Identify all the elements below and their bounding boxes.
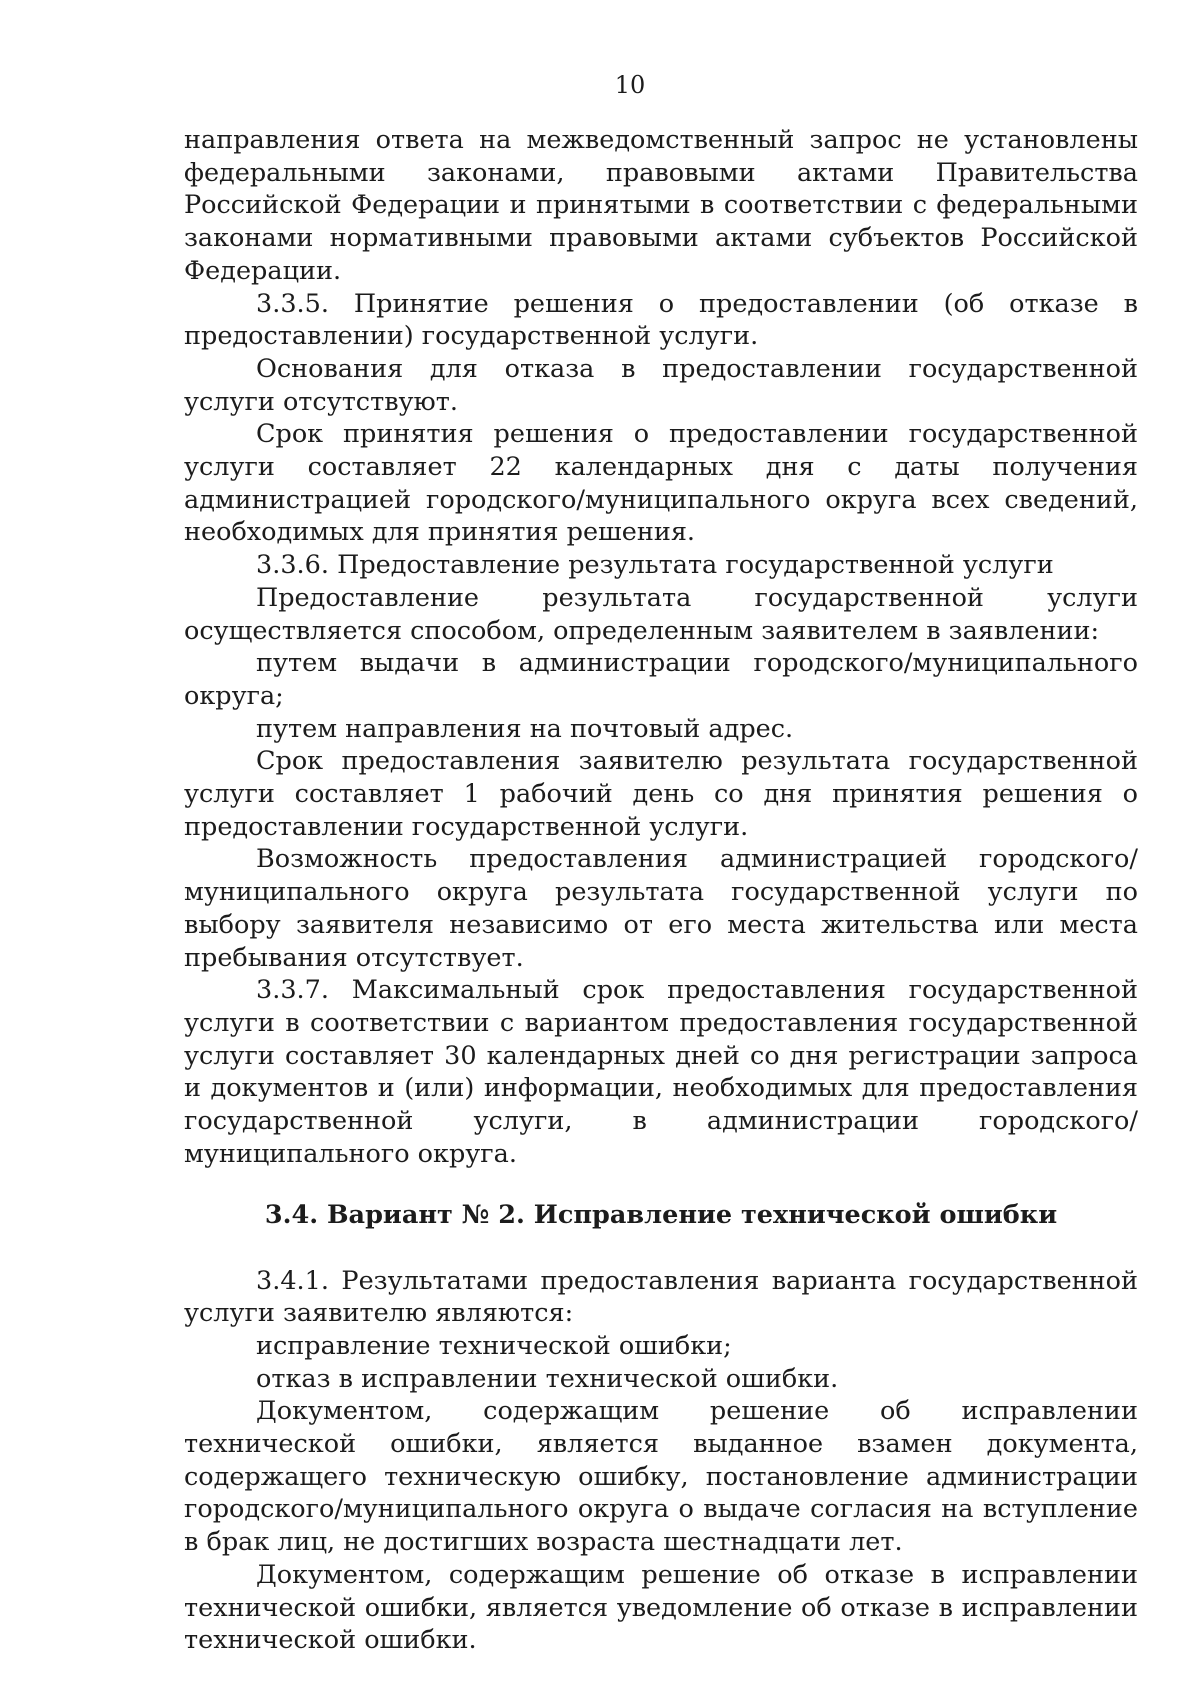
paragraph: Документом, содержащим решение об отказе в исправлении технической ошибки, является уведомление об отказе в исправлении технической ошибки. xyxy=(184,1559,1138,1656)
paragraph: Возможность предоставления администрацией городского/муниципального округа результата государственной услуги по выбору заявителя независимо от его места жительства или места пребывания отсутствует. xyxy=(184,844,1138,973)
list-item: исправление технической ошибки; xyxy=(256,1330,732,1361)
list-item: путем направления на почтовый адрес. xyxy=(256,713,794,744)
paragraph: Срок предоставления заявителю результата государственной услуги составляет 1 рабочий день со дня принятия решения о предоставлении государственной услуги. xyxy=(184,746,1138,842)
section-heading: 3.4. Вариант № 2. Исправление технической ошибки xyxy=(264,1199,1058,1230)
paragraph-3-3-7: 3.3.7. Максимальный срок предоставления государственной услуги в соответствии с вариантом предоставления государственной услуги составляет 30 календарных дней со дня регистрации запроса и документов и (или) информации, необходимых для предоставления государственной услуги, в администрации городского/муниципального округа. xyxy=(184,975,1138,1169)
paragraph: Основания для отказа в предоставлении государственной услуги отсутствуют. xyxy=(184,353,1138,417)
list-item: путем выдачи в администрации городского/муниципального округа; xyxy=(184,648,1138,711)
paragraph: направления ответа на межведомственный запрос не установлены федеральными законами, правовыми актами Правительства Российской Федерации и принятыми в соответствии с федеральными законами нормативными правовыми актами субъектов Российской Федерации. xyxy=(184,125,1138,286)
paragraph: Документом, содержащим решение об исправлении технической ошибки, является выданное взамен документа, содержащего техническую ошибку, постановление администрации городского/муниципального округа о выдаче согласия на вступление в брак лиц, не достигших возраста шестнадцати лет. xyxy=(184,1396,1138,1558)
page-number: 10 xyxy=(614,71,646,99)
paragraph-3-3-5: 3.3.5. Принятие решения о предоставлении (об отказе в предоставлении) государственной услуги. xyxy=(184,288,1138,352)
section-3-3-continuation xyxy=(184,124,1138,1171)
document-body xyxy=(184,124,1138,1657)
paragraph: Предоставление результата государственной услуги осуществляется способом, определенным заявителем в заявлении: xyxy=(184,582,1138,646)
section-3-4 xyxy=(184,1265,1138,1657)
paragraph-3-3-6: 3.3.6. Предоставление результата государственной услуги xyxy=(256,550,1054,581)
paragraph-3-4-1: 3.4.1. Результатами предоставления варианта государственной услуги заявителю являются: xyxy=(184,1265,1138,1329)
paragraph: Срок принятия решения о предоставлении государственной услуги составляет 22 календарных дня с даты получения администрацией городского/муниципального округа всех сведений, необходимых для принятия решения. xyxy=(184,419,1138,548)
list-item: отказ в исправлении технической ошибки. xyxy=(256,1363,839,1394)
